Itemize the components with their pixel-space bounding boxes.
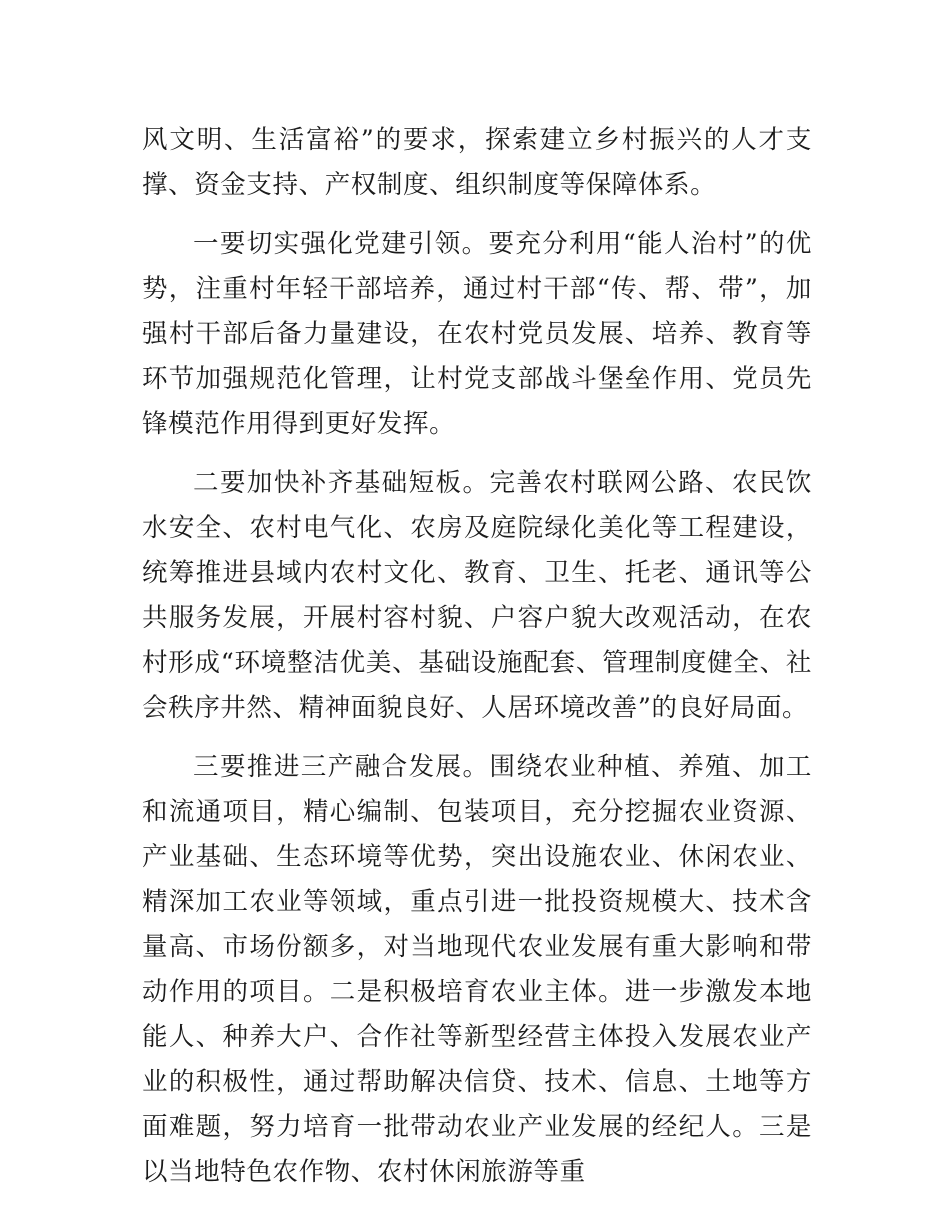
paragraph-party-building: 一要切实强化党建引领。要充分利用“能人治村”的优势，注重村年轻干部培养，通过村干部“传、帮、带”，加强村干部后备力量建设，在农村党员发展、培养、教育等环节加强规范化管理，让村党支部战斗堡垒作用、党员先锋模范作用得到更好发挥。 [142, 229, 812, 439]
paragraph-infrastructure: 二要加快补齐基础短板。完善农村联网公路、农民饮水安全、农村电气化、农房及庭院绿化美化等工程建设，统筹推进县域内农村文化、教育、卫生、托老、通讯等公共服务发展，开展村容村貌、户容户貌大改观活动，在农村形成“环境整洁优美、基础设施配套、管理制度健全、社会秩序井然、精神面貌良好、人居环境改善”的良好局面。 [142, 468, 812, 723]
document-body [142, 118, 812, 1209]
paragraph-continuation: 风文明、生活富裕”的要求，探索建立乡村振兴的人才支撑、资金支持、产权制度、组织制度等保障体系。 [142, 125, 812, 200]
paragraph-industry-integration: 三要推进三产融合发展。围绕农业种植、养殖、加工和流通项目，精心编制、包装项目，充分挖掘农业资源、产业基础、生态环境等优势，突出设施农业、休闲农业、精深加工农业等领域，重点引进一批投资规模大、技术含量高、市场份额多，对当地现代农业发展有重大影响和带动作用的项目。二是积极培育农业主体。进一步激发本地能人、种养大户、合作社等新型经营主体投入发展农业产业的积极性，通过帮助解决信贷、技术、信息、土地等方面难题，努力培育一批带动农业产业发展的经纪人。三是以当地特色农作物、农村休闲旅游等重 [142, 752, 812, 1187]
